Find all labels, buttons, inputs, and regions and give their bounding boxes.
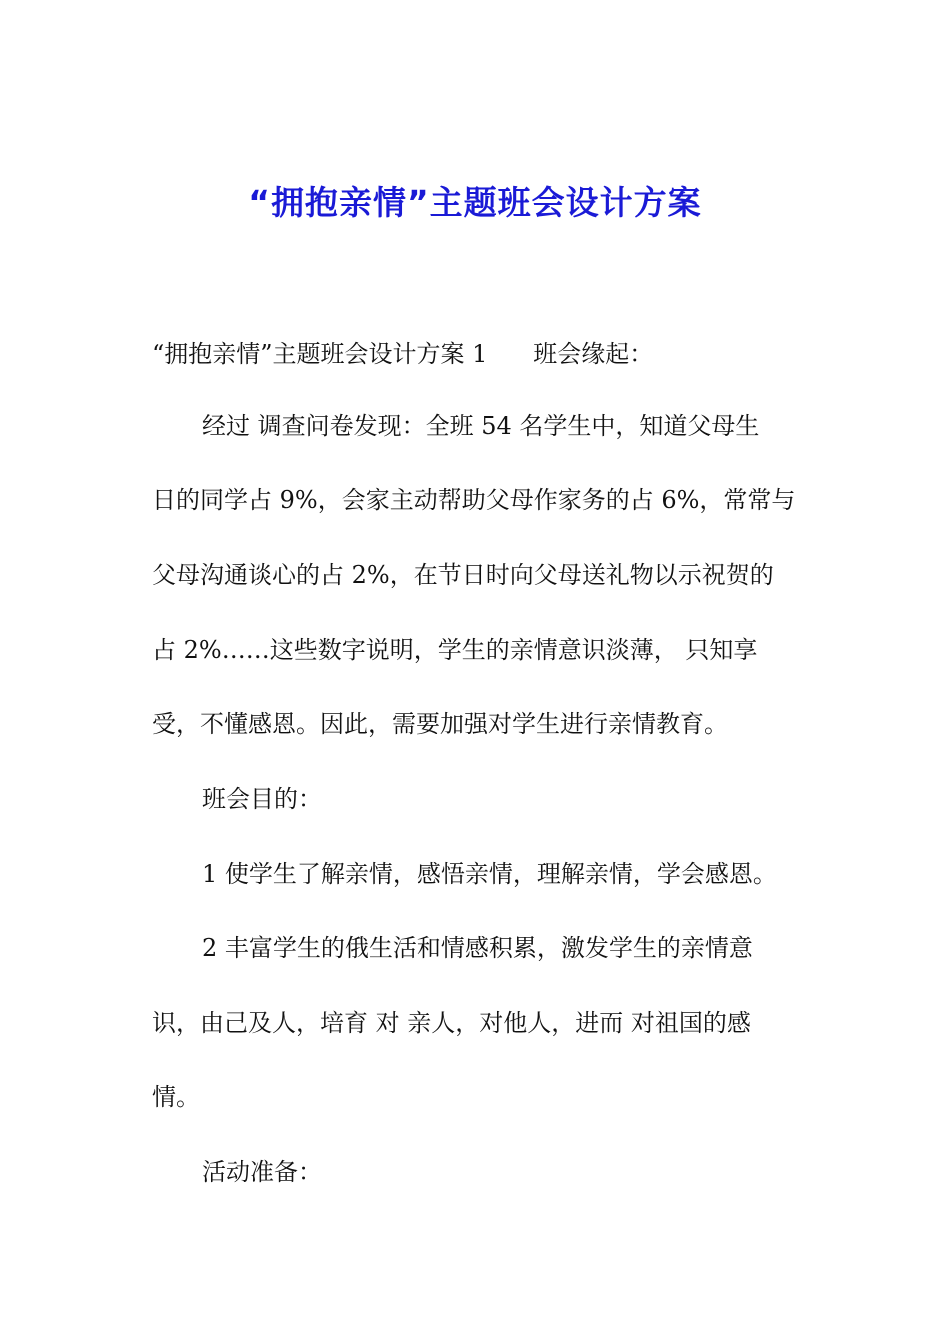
paragraph-survey-line-3: 父母沟通谈心的占 2%，在节日时向父母送礼物以示祝贺的 [152, 561, 774, 589]
section-heading-preparation: 活动准备： [202, 1158, 322, 1186]
paragraph-survey-line-2: 日的同学占 9%，会家主动帮助父母作家务的占 6%，常常与 [152, 486, 796, 514]
purpose-item-2-line-2: 识，由己及人，培育 对 亲人，对他人，进而 对祖国的感 [152, 1009, 751, 1037]
paragraph-survey-line-1: 经过 调查问卷发现：全班 54 名学生中，知道父母生 [202, 412, 760, 440]
purpose-item-2-line-3: 情。 [152, 1083, 200, 1111]
paragraph-survey-line-4: 占 2%……这些数字说明，学生的亲情意识淡薄， 只知享 [152, 636, 758, 664]
section-heading-purpose: 班会目的： [202, 785, 322, 813]
purpose-item-2-line-1: 2 丰富学生的俄生活和情感积累，激发学生的亲情意 [202, 934, 753, 962]
purpose-item-1: 1 使学生了解亲情，感悟亲情，理解亲情，学会感恩。 [202, 860, 777, 888]
paragraph-survey-line-5: 受，不懂感恩。因此，需要加强对学生进行亲情教育。 [152, 710, 728, 738]
document-title: “拥抱亲情”主题班会设计方案 [248, 183, 702, 222]
paragraph-intro-heading: “拥抱亲情”主题班会设计方案 1 班会缘起： [152, 340, 654, 368]
